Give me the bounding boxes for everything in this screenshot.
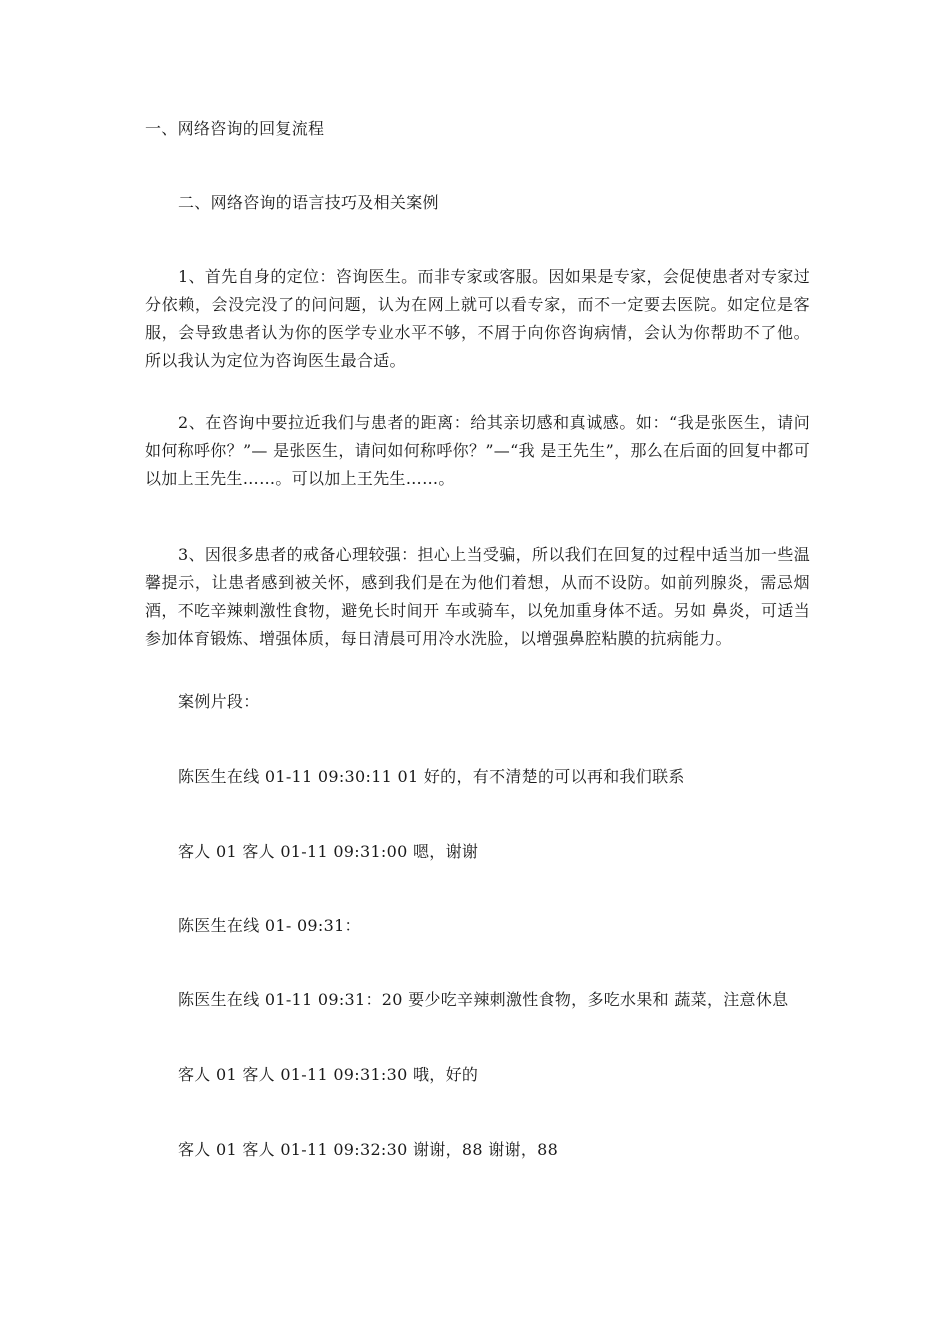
paragraph-rapport: 2、在咨询中要拉近我们与患者的距离：给其亲切感和真诚感。如：“我是张医生，请问如何称呼你？”— 是张医生，请问如何称呼你？”—“我 是王先生”，那么在后面的回复中都可以加上王先生……。可以加上王先生……。 xyxy=(145,413,810,488)
section-heading-2: 二、网络咨询的语言技巧及相关案例 xyxy=(178,193,439,212)
paragraph-positioning: 1、首先自身的定位：咨询医生。而非专家或客服。因如果是专家，会促使患者对专家过分依赖，会没完没了的问问题，认为在网上就可以看专家，而不一定要去医院。如定位是客服，会导致患者认为你的医学专业水平不够，不屑于向你咨询病情，会认为你帮助不了他。所以我认为定位为咨询医生最合适。 xyxy=(145,267,810,370)
case-label: 案例片段： xyxy=(178,692,260,711)
section-heading-1: 一、网络咨询的回复流程 xyxy=(145,119,325,138)
chat-line: 客人 01 客人 01-11 09:31:30 哦，好的 xyxy=(178,1065,479,1084)
chat-line: 客人 01 客人 01-11 09:31:00 嗯，谢谢 xyxy=(178,842,479,861)
paragraph-reassurance: 3、因很多患者的戒备心理较强：担心上当受骗，所以我们在回复的过程中适当加一些温馨提示，让患者感到被关怀，感到我们是在为他们着想，从而不设防。如前列腺炎，需忌烟酒，不吃辛辣刺激性食物，避免长时间开 车或骑车，以免加重身体不适。另如 鼻炎，可适当参加体育锻炼、增强体质，每日清晨可用冷水洗脸，以增强鼻腔粘膜的抗病能力。 xyxy=(145,545,810,648)
chat-line: 陈医生在线 01-11 09:31：20 要少吃辛辣刺激性食物，多吃水果和 蔬菜，注意休息 xyxy=(178,990,789,1009)
chat-line: 陈医生在线 01-11 09:30:11 01 好的，有不清楚的可以再和我们联系 xyxy=(178,767,685,786)
chat-line: 陈医生在线 01- 09:31： xyxy=(178,916,361,935)
chat-line: 客人 01 客人 01-11 09:32:30 谢谢，88 谢谢，88 xyxy=(178,1140,559,1159)
